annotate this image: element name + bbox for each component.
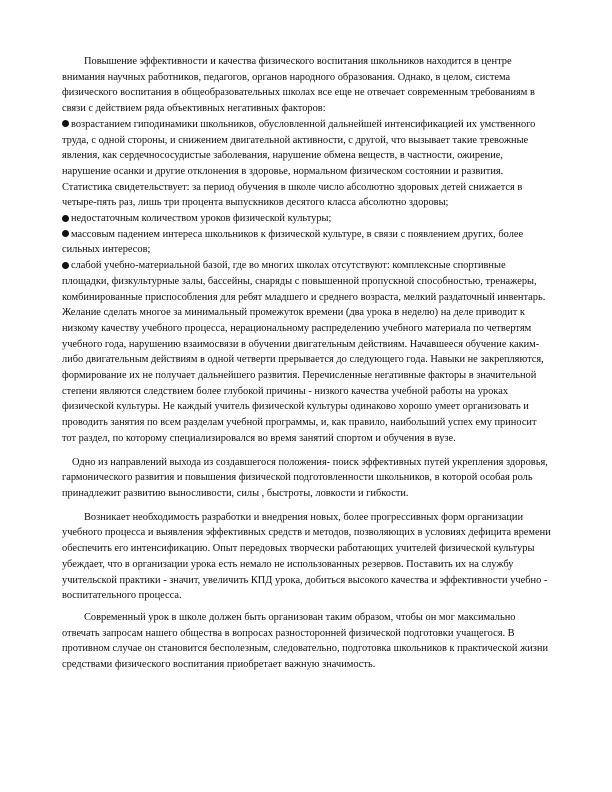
- bullet-text: массовым падением интереса школьников к физической культуре, в связи с появлением других, более сильных интересов;: [62, 228, 524, 256]
- bullet-item-interest: [62, 227, 552, 258]
- bullet-icon: [62, 230, 69, 237]
- bullet-item-hypodynamia: [62, 117, 552, 211]
- bullet-text: слабой учебно-материальной базой, где во многих школах отсутствуют: комплексные спортивные площадки, физкультурные залы, бассейны, снаряды с повышенной пропускной способностью, тренажеры, комбинированные приспособления для ребят младшего и среднего возраста, мелкий раздаточный инвентарь.: [62, 260, 546, 303]
- paragraph-modern-lesson: Современный урок в школе должен быть организован таким образом, чтобы он мог максимально отвечать запросам нашего общества в вопросах разносторонней физической подготовки учащегося. В противном случае он становится бесполезным, следовательно, подготовка школьников к практической жизни средствами физического воспитания приобретает важную значимость.: [62, 611, 549, 671]
- document-page: [62, 54, 552, 673]
- bullet-item-lessons: [62, 211, 552, 227]
- paragraph-time-deficit: Желание сделать многое за минимальный промежуток времени (два урока в неделю) на деле приводит к низкому качеству учебного процесса, нерациональному распределению учебного материала по четвертям учебного года, нарушению взаимосвязи в обучении двигательным действиям. Начавшееся обучение каким-либо двигательным действиям в одной четверти прерывается до следующего года. Навыки не закрепляются, формирование их не получает дальнейшего развития. Перечисленные негативные факторы в значительной степени являются следствием более глубокой причины - низкого качества учебной работы на уроках физической культуры. Не каждый учитель физической культуры одинаково хорошо умеет организовать и проводить занятия по всем разделам учебной программы, и, как правило, наибольший успех ему приносит тот раздел, по которому специализировался во время занятий спортом и обучения в вузе.: [62, 307, 544, 444]
- bullet-icon: [62, 262, 69, 269]
- bullet-icon: [62, 120, 69, 127]
- bullet-item-material-base: [62, 258, 552, 305]
- bullet-icon: [62, 215, 69, 222]
- paragraph-necessity: Возникает необходимость разработки и внедрения новых, более прогрессивных форм организации учебного процесса и выявления эффективных средств и методов, позволяющих в условиях дефицита времени обеспечить его интенсификацию. Опыт передовых творчески работающих учителей физической культуры убеждает, что в организации урока есть немало не использованных резервов. Поставить их на службу учительской практики - значит, увеличить КПД урока, добиться высокого качества и эффективности учебно - воспитательного процесса.: [62, 511, 551, 602]
- bullet-text: недостаточным количеством уроков физической культуры;: [71, 213, 332, 225]
- paragraph-intro: Повышение эффективности и качества физического воспитания школьников находится в центре внимания научных работников, педагогов, органов народного образования. Однако, в целом, система физического воспитания в общеобразовательных школах все еще не отвечает современным требованиям в связи с действием ряда объективных негативных факторов:: [62, 56, 535, 115]
- bullet-text: возрастанием гиподинамики школьников, обусловленной дальнейшей интенсификацией их умственного труда, с одной стороны, и снижением двигательной активности, с другой, что вызывает такие тревожные явления, как сердечнососудистые заболевания, нарушение обмена веществ, в частности, ожирение, нарушение осанки и другие отклонения в здоровье, нормальном физическом состоянии и развития. Статистика свидетельствует: за период обучения в школе число абсолютно здоровых детей снижается в четыре-пять раз, лишь три процента выпускников десятого класса абсолютно здоровы;: [62, 118, 536, 209]
- paragraph-directions: Одно из направлений выхода из создавшегося положения- поиск эффективных путей укрепления здоровья, гармонического развития и повышения физической подготовленности школьников, в которой особая роль принадлежит развитию выносливости, силы , быстроты, ловкости и гибкости.: [62, 456, 548, 499]
